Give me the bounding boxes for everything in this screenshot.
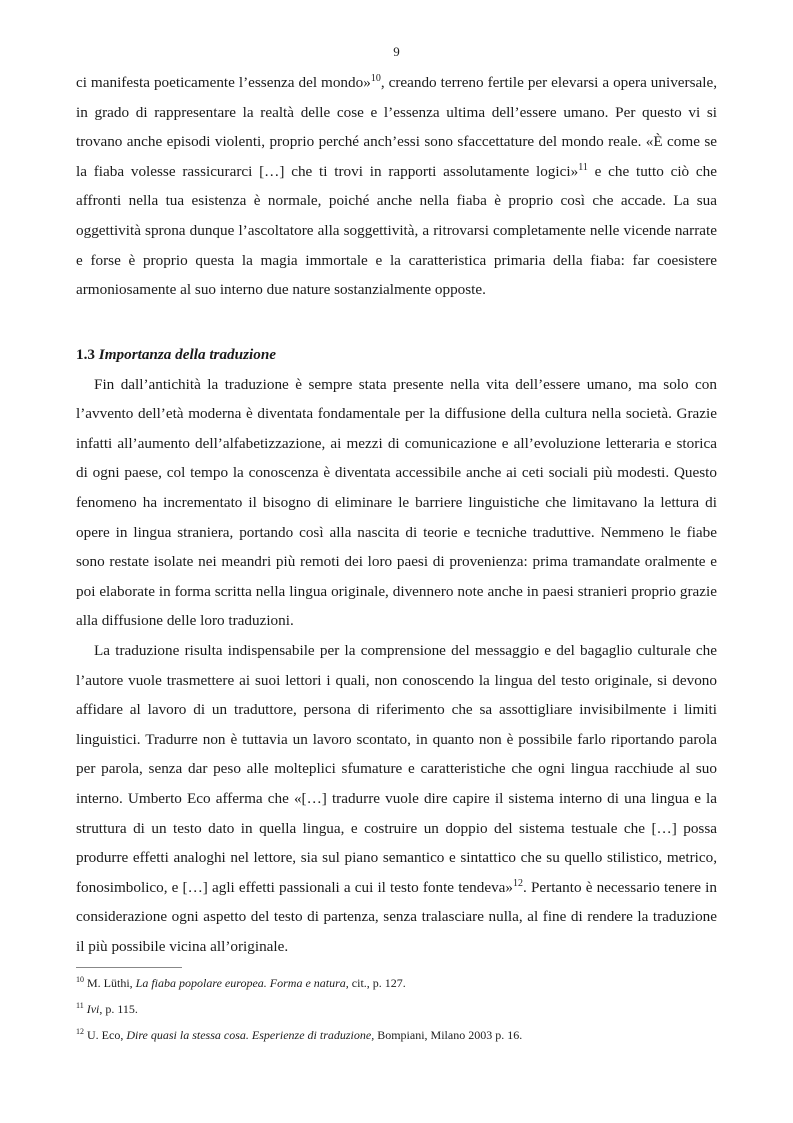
footnote xyxy=(76,1027,717,1043)
footnote xyxy=(76,975,717,991)
section-number: 1.3 xyxy=(76,346,95,363)
footnote-text: , p. 115. xyxy=(99,1002,138,1016)
text-fragment: La traduzione risulta indispensabile per la comprensione del messaggio e del bagaglio culturale che l’autore vuole trasmettere ai suoi lettori i quali, non conoscendo la lingua del testo originale, si devono affidare al lavoro di un traduttore, persona di riferimento che sa assottigliare invisibilmente i limiti linguistici. Tradurre non è tuttavia un lavoro scontato, in quanto non è possibile farlo riportando parola per parola, senza dar peso alle molteplici sfumature e caratteristiche che ogni lingua racchiude al suo interno. Umberto Eco afferma che «[…] tradurre vuole dire capire il sistema interno di una lingua e la struttura di un testo dato in quella lingua, e costruire un doppio del sistema testuale che […] possa produrre effetti analoghi nel lettore, sia sul piano semantico e sintattico che su quello stilistico, metrico, fonosimbolico, e […] agli effetti passionali a cui il testo fonte tendeva» xyxy=(76,641,717,896)
footnotes xyxy=(76,975,717,1053)
page-number: 9 xyxy=(393,44,400,59)
footnote-number: 11 xyxy=(76,1001,84,1010)
footnote-ref[interactable]: 10 xyxy=(370,72,381,84)
section-title: Importanza della traduzione xyxy=(98,346,277,363)
footnote xyxy=(76,1001,717,1017)
footnote-ref[interactable]: 12 xyxy=(513,877,524,889)
footnote-separator xyxy=(76,967,182,968)
footnote-title: Dire quasi la stessa cosa. Esperienze di traduzione, xyxy=(126,1028,375,1042)
text-fragment: e che tutto ciò che affronti nella tua esistenza è normale, poiché anche nella fiaba è proprio così che accade. La sua oggettività sprona dunque l’ascoltatore alla soggettività, a ritrovarsi completamente nelle vicende narrate e forse è proprio questa la magia immortale e la caratteristica primaria della fiaba: far coesistere armoniosamente al suo interno due nature sostanzialmente opposte. xyxy=(76,162,718,299)
text-fragment: . Pertanto è necessario tenere in considerazione ogni aspetto del testo di partenza, senza tralasciare nulla, al fine di rendere la traduzione il più possibile vicina all’originale. xyxy=(76,878,717,955)
footnote-title: Ivi xyxy=(86,1002,100,1016)
footnote-text: cit., p. 127. xyxy=(348,976,406,990)
paragraph: Fin dall’antichità la traduzione è sempre stata presente nella vita dell’essere umano, ma solo con l’avvento dell’età moderna è diventata fondamentale per la diffusione della cultura nella società. Grazie infatti all’aumento dell’alfabetizzazione, ai mezzi di comunicazione e all’evoluzione letteraria e storica di ogni paese, col tempo la conoscenza è diventata accessibile anche ai ceti sociali più modesti. Questo fenomeno ha incrementato il bisogno di eliminare le barriere linguistiche che limitavano la lettura di opere in lingua straniera, portando così alla nascita di teorie e tecniche traduttive. Nemmeno le fiabe sono restate isolate nei meandri più remoti dei loro paesi di provenienza: prima tramandate oralmente e poi elaborate in forma scritta nella lingua originale, divennero note anche in paesi stranieri proprio grazie alla diffusione delle loro traduzioni. xyxy=(76,375,717,630)
section-importanza-traduzione xyxy=(76,340,717,961)
section-heading xyxy=(76,340,717,370)
footnote-number: 12 xyxy=(76,1027,84,1036)
footnote-ref[interactable]: 11 xyxy=(578,161,588,173)
footnote-text: M. Lüthi, xyxy=(87,976,136,990)
footnote-title: La fiaba popolare europea. Forma e natura, xyxy=(135,976,349,990)
text-fragment: , creando terreno fertile per elevarsi a opera universale, in grado di rappresentare la realtà delle cose e l’essenza ultima dell’essere umano. Per questo vi si trovano anche episodi violenti, proprio perché anch’essi sono sfaccettature del mondo reale. «È come se la fiaba volesse rassicurarci […] che ti trovi in rapporti assolutamente logici» xyxy=(76,74,717,180)
footnote-number: 10 xyxy=(76,975,84,984)
footnote-text: Bompiani, Milano 2003 p. 16. xyxy=(374,1028,523,1042)
text-fragment: ci manifesta poeticamente l’essenza del mondo» xyxy=(76,74,371,91)
footnote-text: U. Eco, xyxy=(87,1028,127,1042)
paragraph xyxy=(76,636,717,962)
paragraph-continuation xyxy=(76,68,717,305)
